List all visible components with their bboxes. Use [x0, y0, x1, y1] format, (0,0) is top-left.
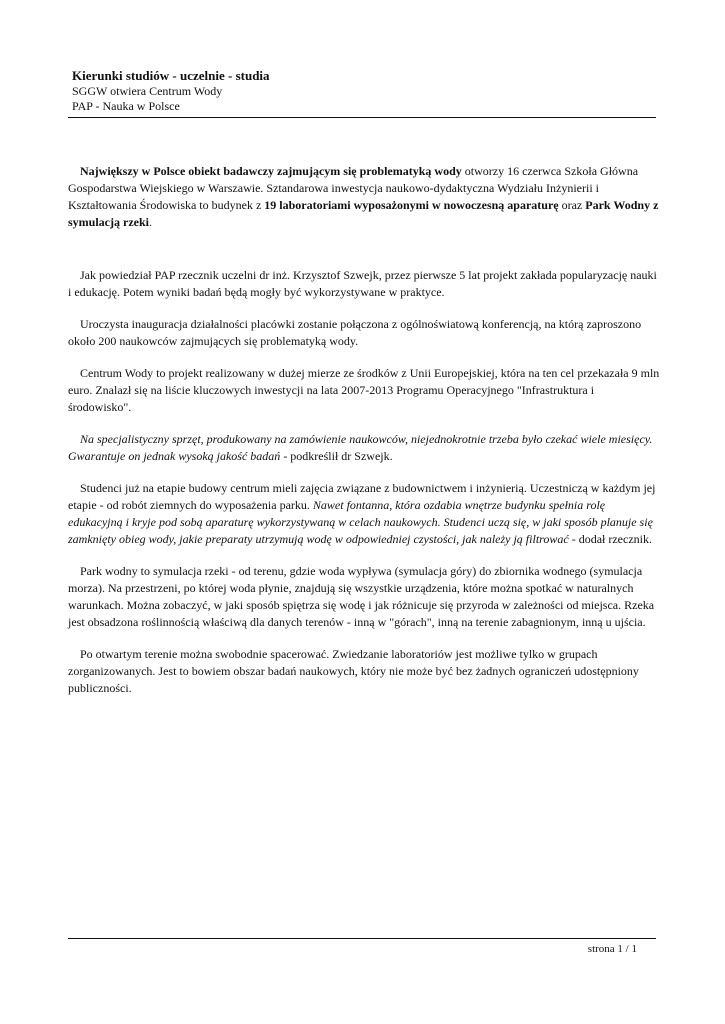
paragraph-5-quote: Nawet fontanna, która ozdabia wnętrze budynku spełnia rolę edukacyjną i kryje pod sobą aparaturę wykorzystywaną w celach naukowych. Studenci uczą się, w jaki sposób planuje się zamknięty obieg wody, jakie preparaty utrzymują wodę w odpowiedniej czystości, jak należy ją filtrować: [68, 498, 653, 546]
paragraph-4: [68, 431, 660, 465]
lead-paragraph: [68, 163, 660, 231]
lead-text-2: oraz: [558, 198, 586, 212]
paragraph-5-text: Studenci już na etapie budowy centrum mieli zajęcia związane z budownictwem i inżynierią. Uczestniczą w każdym jej etapie - od robót ziemnych do wyposażenia parku.: [68, 481, 656, 512]
paragraph-6: Park wodny to symulacja rzeki - od terenu, gdzie woda wypływa (symulacja góry) do zbiornika wodnego (symulacja morza). Na przestrzeni, po której woda płynie, znajdują się wszystkie urządzenia, które można spotkać w naturalnych warunkach. Można zobaczyć, w jaki sposób spiętrza się wodę i jak różnicuje się przyroda w zależności od miejsca. Rzeka jest obsadzona roślinnością właściwą dla danych terenów - inną w "górach", inną na terenie zabagnionym, inną u ujścia.: [68, 564, 655, 629]
lead-text-1: otworzy 16 czerwca Szkoła Główna Gospodarstwa Wiejskiego w Warszawie. Sztandarowa inwestycja naukowo-dydaktyczna Wydziału Inżynierii i Kształtowania Środowiska to budynek z: [68, 164, 639, 212]
page-title: Kierunki studiów - uczelnie - studia: [72, 68, 270, 83]
article-title: SGGW otwiera Centrum Wody: [72, 84, 223, 98]
lead-text-3: .: [148, 215, 152, 229]
paragraph-2: Uroczysta inauguracja działalności placówki zostanie połączona z ogólnoświatową konferencją, na którą zaproszono około 200 naukowców zajmujących się problematyką wody.: [68, 317, 642, 348]
paragraph-3: Centrum Wody to projekt realizowany w dużej mierze ze środków z Unii Europejskiej, która na ten cel przekazała 9 mln euro. Znalazł się na liście kluczowych inwestycji na lata 2007-2013 Programu Operacyjnego "Infrastruktura i środowisko".: [68, 366, 660, 414]
paragraph-5: [68, 480, 660, 548]
paragraph-5-attribution: - dodał rzecznik.: [568, 532, 652, 546]
lead-bold-1: Największy w Polsce obiekt badawczy zajmującym się problematyką wody: [80, 164, 462, 178]
quote-text: Na specjalistyczny sprzęt, produkowany na zamówienie naukowców, niejednokrotnie trzeba było czekać wiele miesięcy. Gwarantuje on jednak wysoką jakość badań: [68, 432, 653, 463]
source-line: PAP - Nauka w Polsce: [72, 99, 180, 113]
lead-bold-3: Park Wodny z symulacją rzeki: [68, 198, 659, 229]
article-body: [68, 163, 660, 712]
document-header: [72, 68, 656, 114]
lead-bold-2: 19 laboratoriami wyposażonymi w nowoczesną aparaturę: [264, 198, 559, 212]
page-number: strona 1 / 1: [587, 943, 637, 955]
footer-divider: [68, 938, 656, 939]
quote-attribution: - podkreślił dr Szwejk.: [280, 449, 393, 463]
paragraph-7: Po otwartym terenie można swobodnie spacerować. Zwiedzanie laboratoriów jest możliwe tylko w grupach zorganizowanych. Jest to bowiem obszar badań naukowych, który nie może być bez żadnych ograniczeń udostępniony publiczności.: [68, 647, 639, 695]
paragraph-1: Jak powiedział PAP rzecznik uczelni dr inż. Krzysztof Szwejk, przez pierwsze 5 lat projekt zakłada popularyzację nauki i edukację. Potem wyniki badań będą mogły być wykorzystywane w praktyce.: [68, 268, 657, 299]
header-divider: [68, 117, 656, 118]
